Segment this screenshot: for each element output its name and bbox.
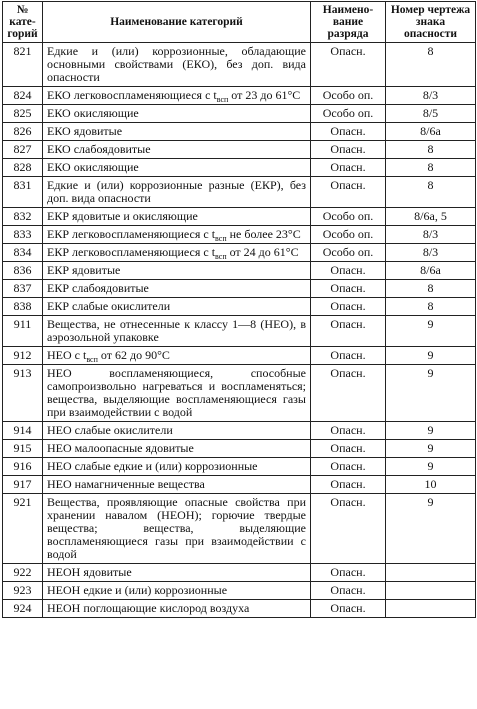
table-row [3, 123, 476, 141]
category-name-text: НЕО с t [47, 348, 87, 362]
category-name-text: ЕКО легковоспламеняющиеся с t [47, 88, 217, 102]
category-code: 913 [3, 365, 43, 422]
category-name-text: ЕКР легковоспламеняющиеся с t [47, 245, 216, 259]
table-row [3, 262, 476, 280]
table-row [3, 347, 476, 365]
hazard-category: Особо оп. [311, 87, 386, 105]
hazard-category: Опасн. [311, 347, 386, 365]
header-code: № кате-горий [3, 2, 43, 43]
category-code: 924 [3, 600, 43, 618]
hazard-sign-number: 8/6а, 5 [386, 208, 476, 226]
hazard-sign-number: 8/3 [386, 87, 476, 105]
hazard-sign-number: 9 [386, 316, 476, 347]
table-row [3, 476, 476, 494]
table-row [3, 208, 476, 226]
hazard-category: Опасн. [311, 440, 386, 458]
category-code: 916 [3, 458, 43, 476]
category-name: НЕО воспламеняющиеся, способные самопроизвольно нагреваться и воспламеняться; вещества, выделяющие воспламеняющиеся газы при взаимодействии с водой [43, 365, 311, 422]
table-row [3, 600, 476, 618]
category-code: 834 [3, 244, 43, 262]
table-row [3, 244, 476, 262]
category-name-text: не более 23°С [226, 227, 301, 241]
category-name: Едкие и (или) коррозионные разные (ЕКР), без доп. вида опасности [43, 177, 311, 208]
table-row [3, 177, 476, 208]
category-name: Вещества, не отнесенные к классу 1—8 (НЕО), в аэрозольной упаковке [43, 316, 311, 347]
table-row [3, 458, 476, 476]
category-name [43, 226, 311, 244]
hazard-category: Опасн. [311, 316, 386, 347]
table-row [3, 564, 476, 582]
category-code: 912 [3, 347, 43, 365]
category-code: 921 [3, 494, 43, 564]
hazard-sign-number: 8/6а [386, 123, 476, 141]
header-sign: Номер чертежа знака опасности [386, 2, 476, 43]
category-name: НЕО слабые едкие и (или) коррозионные [43, 458, 311, 476]
category-code: 824 [3, 87, 43, 105]
hazard-category: Особо оп. [311, 244, 386, 262]
category-name: ЕКР слабоядовитые [43, 280, 311, 298]
table-row [3, 141, 476, 159]
category-name: ЕКО окисляющие [43, 159, 311, 177]
hazard-sign-number: 8 [386, 280, 476, 298]
hazard-category: Опасн. [311, 159, 386, 177]
hazard-category: Опасн. [311, 298, 386, 316]
table-row [3, 159, 476, 177]
hazard-category: Опасн. [311, 365, 386, 422]
category-code: 915 [3, 440, 43, 458]
category-name: НЕО намагниченные вещества [43, 476, 311, 494]
category-code: 828 [3, 159, 43, 177]
table-row [3, 226, 476, 244]
flash-point-subscript: всп [86, 355, 98, 364]
category-name: ЕКО ядовитые [43, 123, 311, 141]
category-code: 914 [3, 422, 43, 440]
hazard-category: Опасн. [311, 123, 386, 141]
hazard-category: Особо оп. [311, 208, 386, 226]
table-row [3, 298, 476, 316]
hazard-sign-number: 8/6а [386, 262, 476, 280]
hazard-sign-number [386, 582, 476, 600]
category-name: НЕОН едкие и (или) коррозионные [43, 582, 311, 600]
category-name: НЕОН ядовитые [43, 564, 311, 582]
table-row [3, 582, 476, 600]
category-code: 825 [3, 105, 43, 123]
hazard-sign-number: 8/3 [386, 244, 476, 262]
flash-point-subscript: всп [215, 234, 227, 243]
hazard-category: Опасн. [311, 141, 386, 159]
category-code: 826 [3, 123, 43, 141]
table-row [3, 422, 476, 440]
hazard-sign-number: 9 [386, 347, 476, 365]
table-body [3, 43, 476, 618]
table-row [3, 494, 476, 564]
table-row [3, 316, 476, 347]
category-name: ЕКР ядовитые [43, 262, 311, 280]
hazard-sign-number: 8 [386, 177, 476, 208]
category-code: 923 [3, 582, 43, 600]
table-row [3, 87, 476, 105]
category-code: 838 [3, 298, 43, 316]
category-code: 917 [3, 476, 43, 494]
category-name-text: ЕКР легковоспламеняющиеся с t [47, 227, 216, 241]
hazard-category: Опасн. [311, 564, 386, 582]
hazard-category: Опасн. [311, 280, 386, 298]
hazard-sign-number: 9 [386, 494, 476, 564]
category-name: ЕКР ядовитые и окисляющие [43, 208, 311, 226]
hazard-sign-number: 9 [386, 458, 476, 476]
hazard-sign-number: 8 [386, 141, 476, 159]
category-name: НЕО слабые окислители [43, 422, 311, 440]
hazard-category: Опасн. [311, 458, 386, 476]
hazard-sign-number: 8 [386, 298, 476, 316]
hazard-sign-number: 9 [386, 422, 476, 440]
category-name: НЕО малоопасные ядовитые [43, 440, 311, 458]
hazard-category: Опасн. [311, 422, 386, 440]
category-code: 837 [3, 280, 43, 298]
hazard-sign-number [386, 564, 476, 582]
category-code: 831 [3, 177, 43, 208]
category-name: Едкие и (или) коррозионные, обладающие основными свойствами (ЕКО), без доп. вида опасности [43, 43, 311, 87]
category-code: 832 [3, 208, 43, 226]
hazard-category: Опасн. [311, 600, 386, 618]
category-name-text: от 62 до 90°С [97, 348, 170, 362]
header-category: Наимено-вание разряда [311, 2, 386, 43]
category-name-text: от 23 до 61°С [228, 88, 301, 102]
hazard-category: Особо оп. [311, 226, 386, 244]
hazard-category: Опасн. [311, 177, 386, 208]
category-code: 911 [3, 316, 43, 347]
hazard-category: Опасн. [311, 476, 386, 494]
category-name [43, 87, 311, 105]
hazard-category: Особо оп. [311, 105, 386, 123]
category-code: 821 [3, 43, 43, 87]
category-name-text: от 24 до 61°С [226, 245, 299, 259]
flash-point-subscript: всп [216, 95, 229, 104]
hazard-sign-number [386, 600, 476, 618]
category-code: 836 [3, 262, 43, 280]
hazard-sign-number: 8 [386, 159, 476, 177]
hazard-sign-number: 9 [386, 440, 476, 458]
table-row [3, 43, 476, 87]
category-name [43, 347, 311, 365]
category-code: 833 [3, 226, 43, 244]
hazard-category: Опасн. [311, 43, 386, 87]
flash-point-subscript: всп [215, 252, 227, 261]
table-row [3, 440, 476, 458]
category-name: НЕОН поглощающие кислород воздуха [43, 600, 311, 618]
category-name: Вещества, проявляющие опасные свойства при хранении навалом (НЕОН); горючие твердые вещества; вещества, выделяющие воспламеняющиеся газы при взаимодействии с водой [43, 494, 311, 564]
hazard-category-table [2, 1, 476, 618]
category-name: ЕКО слабоядовитые [43, 141, 311, 159]
category-code: 827 [3, 141, 43, 159]
table-row [3, 280, 476, 298]
category-code: 922 [3, 564, 43, 582]
hazard-category: Опасн. [311, 494, 386, 564]
header-name: Наименование категорий [43, 2, 311, 43]
hazard-sign-number: 10 [386, 476, 476, 494]
hazard-sign-number: 8 [386, 43, 476, 87]
category-name: ЕКО окисляющие [43, 105, 311, 123]
category-name [43, 244, 311, 262]
table-row [3, 365, 476, 422]
hazard-category: Опасн. [311, 582, 386, 600]
hazard-sign-number: 8/3 [386, 226, 476, 244]
table-row [3, 105, 476, 123]
category-name: ЕКР слабые окислители [43, 298, 311, 316]
hazard-sign-number: 8/5 [386, 105, 476, 123]
table-header-row [3, 2, 476, 43]
hazard-category: Опасн. [311, 262, 386, 280]
hazard-sign-number: 9 [386, 365, 476, 422]
